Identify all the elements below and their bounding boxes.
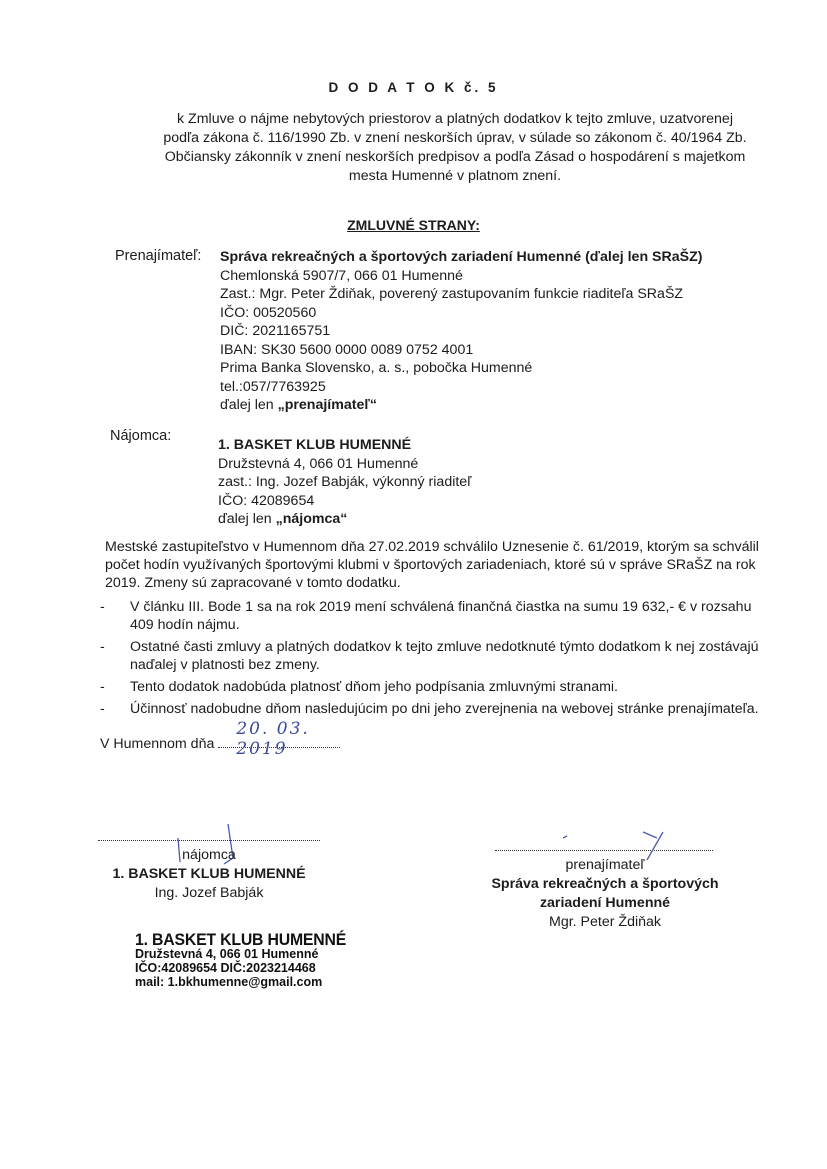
list-item-text: Tento dodatok nadobúda platnosť dňom jeho podpísania zmluvnými stranami. <box>130 679 618 695</box>
paragraph-line: Mestské zastupiteľstvo v Humennom dňa 27.02.2019 schválilo Uznesenie č. 61/2019, ktorým sa schválil <box>105 539 759 555</box>
list-item <box>100 678 768 696</box>
club-stamp <box>135 930 362 989</box>
tenant-alias-line <box>218 510 618 529</box>
date-label: V Humennom dňa <box>100 736 215 752</box>
landlord-address: Chemlonská 5907/7, 066 01 Humenné <box>220 267 463 284</box>
landlord-org-line2: zariadení Humenné <box>539 895 671 911</box>
list-item-text: V článku III. Bode 1 sa na rok 2019 mení schválená finančná čiastka na sumu 19 632,- € v rozsahu 409 hodín nájmu. <box>130 599 752 633</box>
landlord-representative: Zast.: Mgr. Peter Ždiňak, poverený zastupovaním funkcie riaditeľa SRaŠZ <box>220 286 684 302</box>
paragraph-line: 2019. Zmeny sú zapracované v tomto dodatku. <box>105 575 401 591</box>
stamp-line: IČO:42089654 DIČ:2023214468 <box>135 961 316 975</box>
date-line <box>100 719 340 759</box>
date-field <box>218 719 340 759</box>
handwritten-date: 20. 03. 2019 <box>236 719 310 759</box>
tenant-name: 1. BASKET KLUB HUMENNÉ <box>218 437 412 453</box>
stamp-line: Družstevná 4, 066 01 Humenné <box>135 947 319 961</box>
intro-line: Občiansky zákonník v znení neskorších predpisov a podľa Zásad o hospodárení s majetkom <box>164 149 746 165</box>
landlord-block <box>220 248 780 415</box>
landlord-name: Správa rekreačných a športových zariadení Humenné (ďalej len SRaŠZ) <box>220 249 703 265</box>
landlord-ico: IČO: 00520560 <box>220 304 317 321</box>
tenant-role: nájomca <box>182 847 236 863</box>
tenant-person: Ing. Jozef Babják <box>154 885 264 901</box>
alias-prefix: ďalej len <box>220 397 278 413</box>
alias-prefix: ďalej len <box>218 511 276 527</box>
document-title: D O D A T O K č. 5 <box>328 80 499 95</box>
landlord-phone: tel.:057/7763925 <box>220 378 326 395</box>
list-item <box>100 700 768 718</box>
landlord-bank: Prima Banka Slovensko, a. s., pobočka Humenné <box>220 360 533 376</box>
amendment-items <box>100 598 768 722</box>
list-dash: - <box>100 701 105 717</box>
landlord-signature-block <box>475 856 735 932</box>
intro-line: podľa zákona č. 116/1990 Zb. v znení neskorších úprav, v súlade so zákonom č. 40/1964 Zb. <box>163 130 747 146</box>
tenant-ico: IČO: 42089654 <box>218 492 315 509</box>
list-item <box>100 638 768 674</box>
stamp-line: 1. BASKET KLUB HUMENNÉ <box>135 930 347 949</box>
tenant-representative: zast.: Ing. Jozef Babják, výkonný riaditeľ <box>218 474 472 490</box>
tenant-signature-block <box>98 846 320 903</box>
list-item <box>100 598 768 634</box>
intro-line: mesta Humenné v platnom znení. <box>348 168 562 184</box>
list-dash: - <box>100 679 105 695</box>
landlord-alias: „prenajímateľ“ <box>277 397 377 413</box>
paragraph-line: počet hodín využívaných športovými klubmi v športových zariadeniach, ktoré sú v správe SRaŠZ na rok <box>105 557 756 573</box>
resolution-paragraph <box>105 538 773 592</box>
landlord-alias-line <box>220 396 780 415</box>
tenant-alias: „nájomca“ <box>275 511 348 527</box>
stamp-line: mail: 1.bkhumenne@gmail.com <box>135 975 323 989</box>
tenant-label: Nájomca: <box>110 428 172 444</box>
landlord-org-line1: Správa rekreačných a športových <box>491 876 719 892</box>
landlord-person: Mgr. Peter Ždiňak <box>549 914 661 930</box>
list-item-text: Ostatné časti zmluvy a platných dodatkov k tejto zmluve nedotknuté týmto dodatkom k nej zostávajú naďalej v platnosti bez zmeny. <box>130 639 759 673</box>
list-dash: - <box>100 599 105 615</box>
intro-text <box>160 110 750 186</box>
list-dash: - <box>100 639 105 655</box>
parties-heading: ZMLUVNÉ STRANY: <box>347 217 480 233</box>
landlord-label: Prenajímateľ: <box>115 248 202 264</box>
landlord-iban: IBAN: SK30 5600 0000 0089 0752 4001 <box>220 341 474 358</box>
landlord-dic: DIČ: 2021165751 <box>220 323 331 339</box>
list-item-text: Účinnosť nadobudne dňom nasledujúcim po dni jeho zverejnenia na webovej stránke prenajímateľa. <box>130 701 759 717</box>
intro-line: k Zmluve o nájme nebytových priestorov a platných dodatkov k tejto zmluve, uzatvorenej <box>177 111 733 127</box>
tenant-address: Družstevná 4, 066 01 Humenné <box>218 455 419 472</box>
landlord-role: prenajímateľ <box>565 857 645 873</box>
tenant-block <box>218 436 618 529</box>
tenant-org: 1. BASKET KLUB HUMENNÉ <box>112 866 306 882</box>
